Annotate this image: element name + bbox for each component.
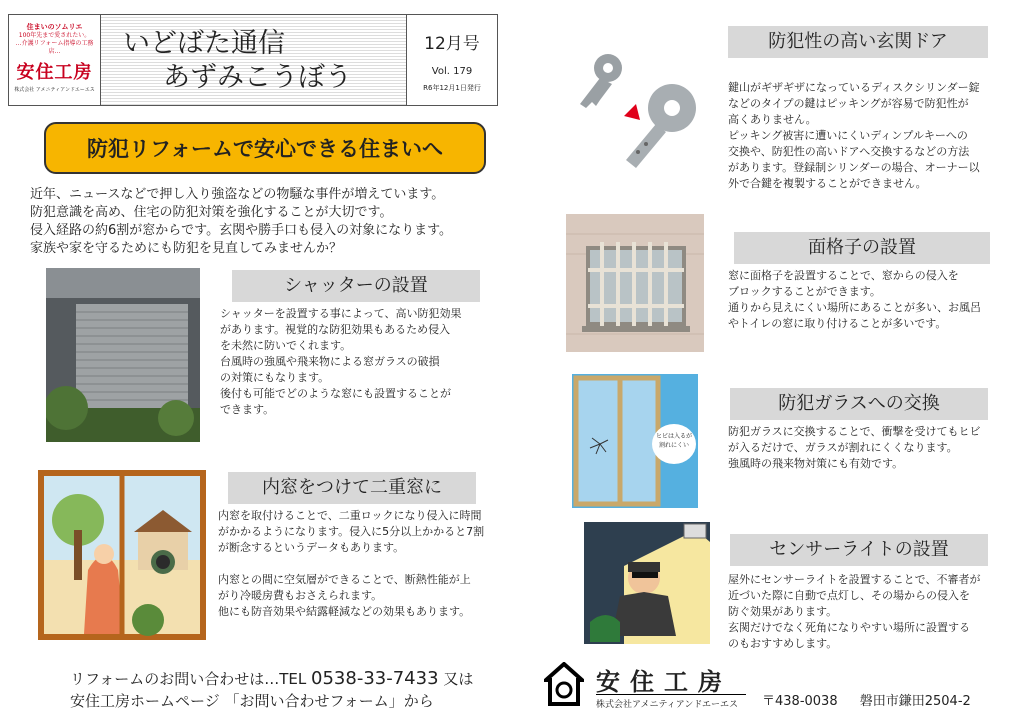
text-line: 通りから見えにくい場所にあることが多い、お風呂 xyxy=(728,301,981,314)
keys-illustration xyxy=(566,44,700,174)
logo-corp: 株式会社 アメニティアンドエーエス xyxy=(14,86,95,93)
text-line: できます。 xyxy=(220,403,275,416)
text-line: があります。登録制シリンダーの場合、オーナー以 xyxy=(728,161,980,174)
contact-line-2: 安住工房ホームページ 「お問い合わせフォーム」から xyxy=(70,692,434,710)
grille-title: 面格子の設置 xyxy=(734,232,990,264)
text-line: 強風時の飛来物対策にも有効です。 xyxy=(728,457,904,470)
text-line: を未然に防いでくれます。 xyxy=(220,339,352,352)
company-footer xyxy=(544,662,1014,712)
text-line: などのタイプの鍵はピッキングが容易で防犯性が xyxy=(728,97,969,110)
intro-line: 侵入経路の約6割が窓からです。玄関や勝手口も侵入の対象になります。 xyxy=(30,223,453,238)
text-line xyxy=(218,556,500,572)
shutter-photo xyxy=(46,268,200,442)
bubble-line: ヒビは入るが xyxy=(655,433,692,440)
door-title: 防犯性の高い玄関ドア xyxy=(728,26,988,58)
phone-number[interactable]: 0538-33-7433 xyxy=(311,668,439,689)
newsletter-logo xyxy=(9,15,101,105)
logo-name: 安住工房 xyxy=(16,62,93,84)
text-line: ピッキング被害に遭いにくいディンプルキーへの xyxy=(728,129,968,142)
newsletter-title xyxy=(101,15,407,105)
intro-line: 近年、ニュースなどで押し入り強盗などの物騒な事件が増えています。 xyxy=(30,187,445,202)
text-line: 後付も可能でどのような窓にも設置することが xyxy=(220,387,451,400)
title-line-1: いどばた通信 xyxy=(123,28,285,59)
inner-window-text xyxy=(218,508,500,620)
text-line: 内窓との間に空気層ができることで、断熱性能が上 xyxy=(218,573,471,586)
inner-window-illustration xyxy=(38,470,206,640)
street-address: 磐田市鎌田2504-2 xyxy=(859,694,971,709)
issue-info xyxy=(407,15,497,105)
issue-date: R6年12月1日発行 xyxy=(423,84,481,92)
text-line: の対策にもなります。 xyxy=(220,371,330,384)
sensor-title: センサーライトの設置 xyxy=(730,534,988,566)
text-line: 屋外にセンサーライトを設置することで、不審者が xyxy=(728,573,981,586)
text-line: がかかるようになります。侵入に5分以上かかると7割 xyxy=(218,525,485,538)
company-name: 安住工房 xyxy=(596,668,732,696)
text-line: 近づいた際に自動で点灯し、その場からの侵入を xyxy=(728,589,970,602)
contact-line-1 xyxy=(70,668,473,690)
text-line: 他にも防音効果や結露軽減などの効果もあります。 xyxy=(218,605,471,618)
text-line: 外で合鍵を複製することができません。 xyxy=(728,177,927,190)
intro-line: 防犯意識を高め、住宅の防犯対策を強化することが大切です。 xyxy=(30,205,393,220)
text-line: が断念するというデータもあります。 xyxy=(218,541,405,554)
text-line: 防ぐ効果があります。 xyxy=(728,605,838,618)
contact-suffix: 又は xyxy=(443,670,474,688)
intro-text xyxy=(30,186,500,258)
text-line: 内窓を取付けることで、二重ロックになり侵入に時間 xyxy=(218,509,482,522)
text-line: 台風時の強風や飛来物による窓ガラスの破損 xyxy=(220,355,440,368)
headline-banner: 防犯リフォームで安心できる住まいへ xyxy=(44,122,486,174)
company-corp-name: 株式会社アメニティアンドエーエス xyxy=(596,694,746,710)
security-glass-illustration xyxy=(572,374,698,508)
crack-speech-bubble xyxy=(652,424,696,464)
door-text xyxy=(728,80,1014,192)
masthead xyxy=(8,14,498,106)
bubble-line: 割れにくい xyxy=(658,442,689,449)
text-line: シャッターを設置する事によって、高い防犯効果 xyxy=(220,307,462,320)
text-line: 鍵山がギザギザになっているディスクシリンダー錠 xyxy=(728,81,980,94)
issue-volume: Vol. 179 xyxy=(431,66,473,77)
sensor-light-illustration xyxy=(584,522,710,644)
shutter-text xyxy=(220,306,490,418)
intro-line: 家族や家を守るためにも防犯を見直してみませんか？ xyxy=(30,241,343,256)
logo-tagline: 100年先まで愛されたい。 xyxy=(18,32,91,40)
postal-code: 〒438-0038 xyxy=(762,694,838,709)
contact-prefix: リフォームのお問い合わせは…TEL xyxy=(70,670,307,688)
text-line: 玄関だけでなく死角になりやすい場所に設置する xyxy=(728,621,970,634)
text-line: がり冷暖房費もおさえられます。 xyxy=(218,589,383,602)
inner-window-title: 内窓をつけて二重窓に xyxy=(228,472,476,504)
sensor-text xyxy=(728,572,1014,652)
text-line: があります。視覚的な防犯効果もあるため侵入 xyxy=(220,323,451,336)
logo-brand: 住まいのソムリエ xyxy=(26,23,83,31)
text-line: 窓に面格子を設置することで、窓からの侵入を xyxy=(728,269,959,282)
text-line: やトイレの窓に取り付けることが多いです。 xyxy=(728,317,947,330)
title-line-2: あずみこうぼう xyxy=(163,61,352,93)
shutter-title: シャッターの設置 xyxy=(232,270,480,302)
logo-tagline-2: …介護リフォーム指導の工務店… xyxy=(15,39,94,55)
text-line: 交換や、防犯性の高いドアへ交換するなどの方法 xyxy=(728,145,970,158)
company-house-logo-icon xyxy=(544,662,584,706)
company-address xyxy=(762,690,989,709)
glass-title: 防犯ガラスへの交換 xyxy=(730,388,988,420)
glass-text xyxy=(728,424,1014,472)
contact-info xyxy=(70,668,473,712)
text-line: が入るだけで、ガラスが割れにくくなります。 xyxy=(728,441,958,454)
grille-text xyxy=(728,268,1014,332)
text-line: ブロックすることができます。 xyxy=(728,285,881,298)
window-grille-photo xyxy=(566,214,704,352)
text-line: のもおすすめします。 xyxy=(728,637,838,650)
issue-month: 12月号 xyxy=(424,34,480,54)
text-line: 高くありません。 xyxy=(728,113,817,126)
text-line: 防犯ガラスに交換することで、衝撃を受けてもヒビ xyxy=(728,425,981,438)
